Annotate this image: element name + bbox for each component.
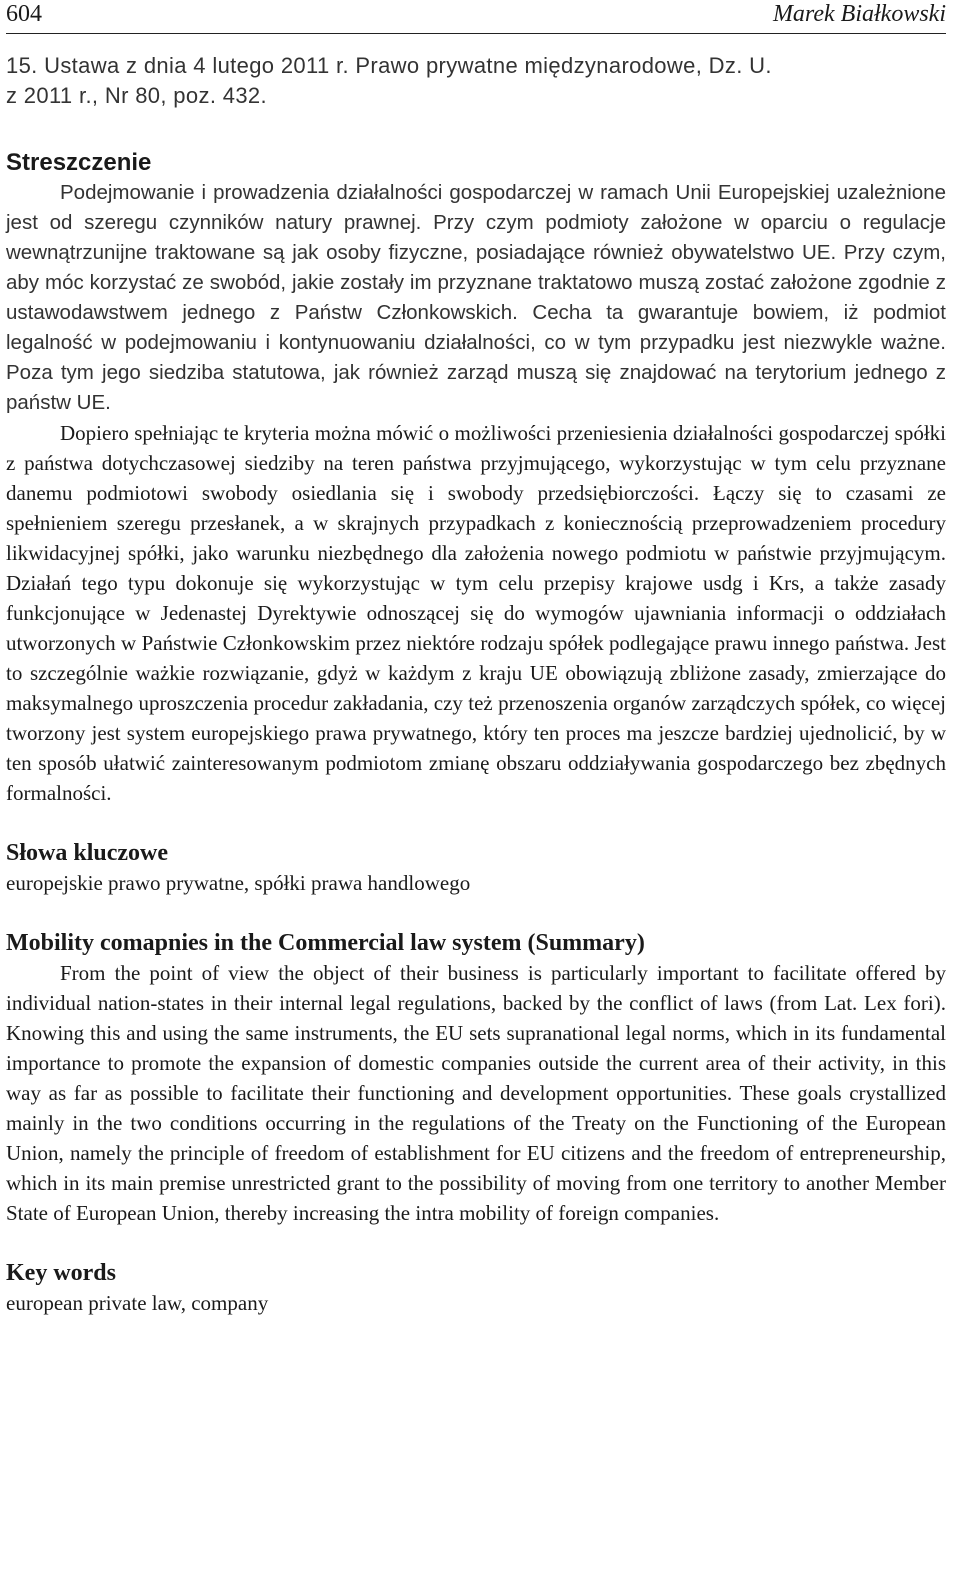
- summary-heading: Mobility comapnies in the Commercial law system (Summary): [6, 930, 645, 956]
- reference-entry: [6, 51, 946, 111]
- page-number: 604: [6, 1, 42, 27]
- key-words-text: european private law, company: [6, 1291, 269, 1315]
- streszczenie-paragraph: Dopiero spełniając te kryteria można mówić o możliwości przeniesienia działalności gospodarczej spółki z państwa dotychczasowej siedziby na teren państwa przyjmującego, wykorzystując w tym celu przyznane danemu podmiotowi swobody osiedlania się i swobody przedsiębiorczości. Łączy się to czasami ze spełnieniem szeregu przesłanek, a w skrajnych przypadkach z koniecznością przeprowadzeniem procedury likwidacyjnej spółki, jako warunku niezbędnego dla założenia nowego podmiotu w państwie przyjmującym. Działań tego typu dokonuje się wykorzystując w tym celu przepisy krajowe usdg i Krs, a także zasady funkcjonujące w Jedenastej Dyrektywie odnoszącej się do wymogów ujawniania informacji o oddziałach utworzonych w Państwie Członkowskim przez niektóre rodzaju spółek podlegające prawu innego państwa. Jest to szczególnie ważkie rozwiązanie, gdyż w każdym z kraju UE obowiązują zbliżone zasady, zmierzające do maksymalnego uproszczenia procedur zakładania, czy też przenoszenia organów zarządczych spółek, co więcej tworzony jest system europejskiego prawa prywatnego, który ten proces ma jeszcze bardziej ujednolicić, by w ten sposób ułatwić zainteresowanym podmiotom zmianę obszaru oddziaływania gospodarczego bez zbędnych formalności.: [6, 421, 946, 805]
- reference-line: 15. Ustawa z dnia 4 lutego 2011 r. Prawo prywatne międzynarodowe, Dz. U.: [6, 53, 772, 78]
- slowa-kluczowe-text: europejskie prawo prywatne, spółki prawa handlowego: [6, 871, 471, 895]
- key-words-heading: Key words: [6, 1260, 116, 1286]
- running-header-author: Marek Białkowski: [772, 1, 946, 27]
- summary-paragraph: From the point of view the object of their business is particularly important to facilitate offered by individual nation-states in their internal legal regulations, backed by the conflict of laws (from Lat. Lex fori). Knowing this and using the same instruments, the EU sets supranational legal norms, which in its fundamental importance to promote the expansion of domestic companies outside the current area of their activity, in this way as far as possible to facilitate their functioning and development opportunities. These goals crystallized mainly in the two conditions occurring in the regulations of the Treaty on the Functioning of the European Union, namely the principle of freedom of establishment for EU citizens and the freedom of entrepreneurship, which in its main premise unrestricted grant to the possibility of moving from one territory to another Member State of European Union, thereby increasing the intra mobility of foreign companies.: [6, 961, 946, 1225]
- reference-line: z 2011 r., Nr 80, poz. 432.: [6, 83, 267, 108]
- document-page: [6, 0, 946, 1318]
- streszczenie-paragraph: Podejmowanie i prowadzenia działalności gospodarczej w ramach Unii Europejskiej uzależnione jest od szeregu czynników natury prawnej. Przy czym podmioty założone w oparciu o regulacje wewnątrzunijne traktowane są jak osoby fizyczne, posiadające również obywatelstwo UE. Przy czym, aby móc korzystać ze swobód, jakie zostały im przyznane traktatowo muszą zostać założone zgodnie z ustawodawstwem jednego z Państw Członkowskich. Cecha ta gwarantuje bowiem, iż podmiot legalność w podejmowaniu i kontynuowaniu działalności, co w tym przypadku jest niezwykle ważne. Poza tym jego siedziba statutowa, jak również zarząd muszą się znajdować na terytorium jednego z państw UE.: [6, 181, 946, 414]
- running-header: [6, 0, 946, 34]
- slowa-kluczowe-heading: Słowa kluczowe: [6, 840, 168, 866]
- streszczenie-heading: Streszczenie: [6, 149, 152, 176]
